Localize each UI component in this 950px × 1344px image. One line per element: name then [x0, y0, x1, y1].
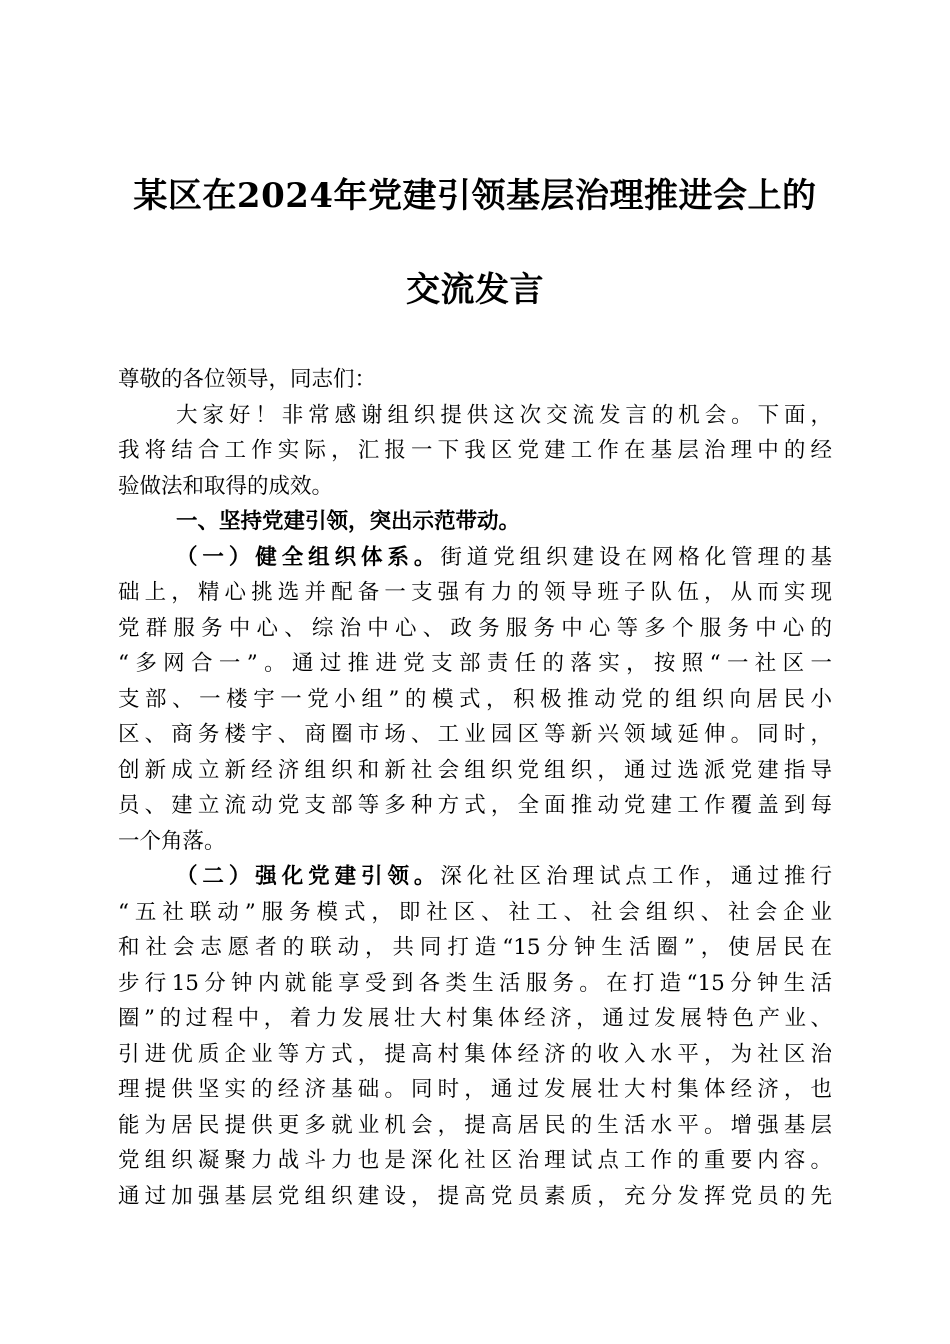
document-body	[118, 362, 832, 1214]
document-title-line-1: 某区在2024年党建引领基层治理推进会上的	[133, 176, 817, 216]
section-heading: 一、坚持党建引领，突出示范带动。	[176, 509, 521, 534]
paragraph-line: 员、建立流动党支部等多种方式，全面推动党建工作覆盖到每	[118, 793, 832, 818]
paragraph-line: 区、商务楼宇、商圈市场、工业园区等新兴领域延伸。同时，	[118, 722, 832, 747]
subsection-2-first-line-text: 深化社区治理试点工作，通过推行	[440, 864, 832, 889]
paragraph-line: 圈”的过程中，着力发展壮大村集体经济，通过发展特色产业、	[118, 1006, 832, 1031]
paragraph-line: 和社会志愿者的联动，共同打造“15分钟生活圈”，使居民在	[118, 935, 832, 960]
paragraph-line: 党组织凝聚力战斗力也是深化社区治理试点工作的重要内容。	[118, 1148, 832, 1173]
subsection-2-first-line	[118, 859, 832, 895]
intro-line: 大家好！非常感谢组织提供这次交流发言的机会。下面，	[176, 402, 832, 428]
paragraph-line: 能为居民提供更多就业机会，提高居民的生活水平。增强基层	[118, 1112, 832, 1138]
paragraph-line: 一个角落。	[118, 828, 226, 854]
paragraph-line: 理提供坚实的经济基础。同时，通过发展壮大村集体经济，也	[118, 1077, 832, 1102]
paragraph-line: 支部、一楼宇一党小组”的模式，积极推动党的组织向居民小	[118, 686, 832, 712]
subsection-1-title: （一）健全组织体系。	[176, 544, 441, 570]
subsection-2-title: （二）强化党建引领。	[176, 864, 441, 889]
paragraph-line: “五社联动”服务模式，即社区、社工、社会组织、社会企业	[118, 899, 832, 925]
paragraph-line: 础上，精心挑选并配备一支强有力的领导班子队伍，从而实现	[118, 580, 832, 605]
document-title-line-2: 交流发言	[406, 270, 544, 310]
subsection-1-first-line-text: 街道党组织建设在网格化管理的基	[440, 544, 832, 570]
intro-line: 我将结合工作实际，汇报一下我区党建工作在基层治理中的经	[118, 438, 832, 463]
paragraph-line: 创新成立新经济组织和新社会组织党组织，通过选派党建指导	[118, 757, 832, 783]
paragraph-line: 引进优质企业等方式，提高村集体经济的收入水平，为社区治	[118, 1041, 832, 1067]
paragraph-line: “多网合一”。通过推进党支部责任的落实，按照“一社区一	[118, 651, 832, 676]
paragraph-line: 通过加强基层党组织建设，提高党员素质，充分发挥党员的先	[118, 1183, 832, 1209]
intro-line: 验做法和取得的成效。	[118, 473, 334, 499]
subsection-1-first-line	[118, 540, 832, 576]
paragraph-line: 步行15分钟内就能享受到各类生活服务。在打造“15分钟生活	[118, 970, 832, 996]
paragraph-line: 党群服务中心、综治中心、政务服务中心等多个服务中心的	[118, 615, 832, 641]
salutation: 尊敬的各位领导，同志们：	[118, 367, 377, 392]
